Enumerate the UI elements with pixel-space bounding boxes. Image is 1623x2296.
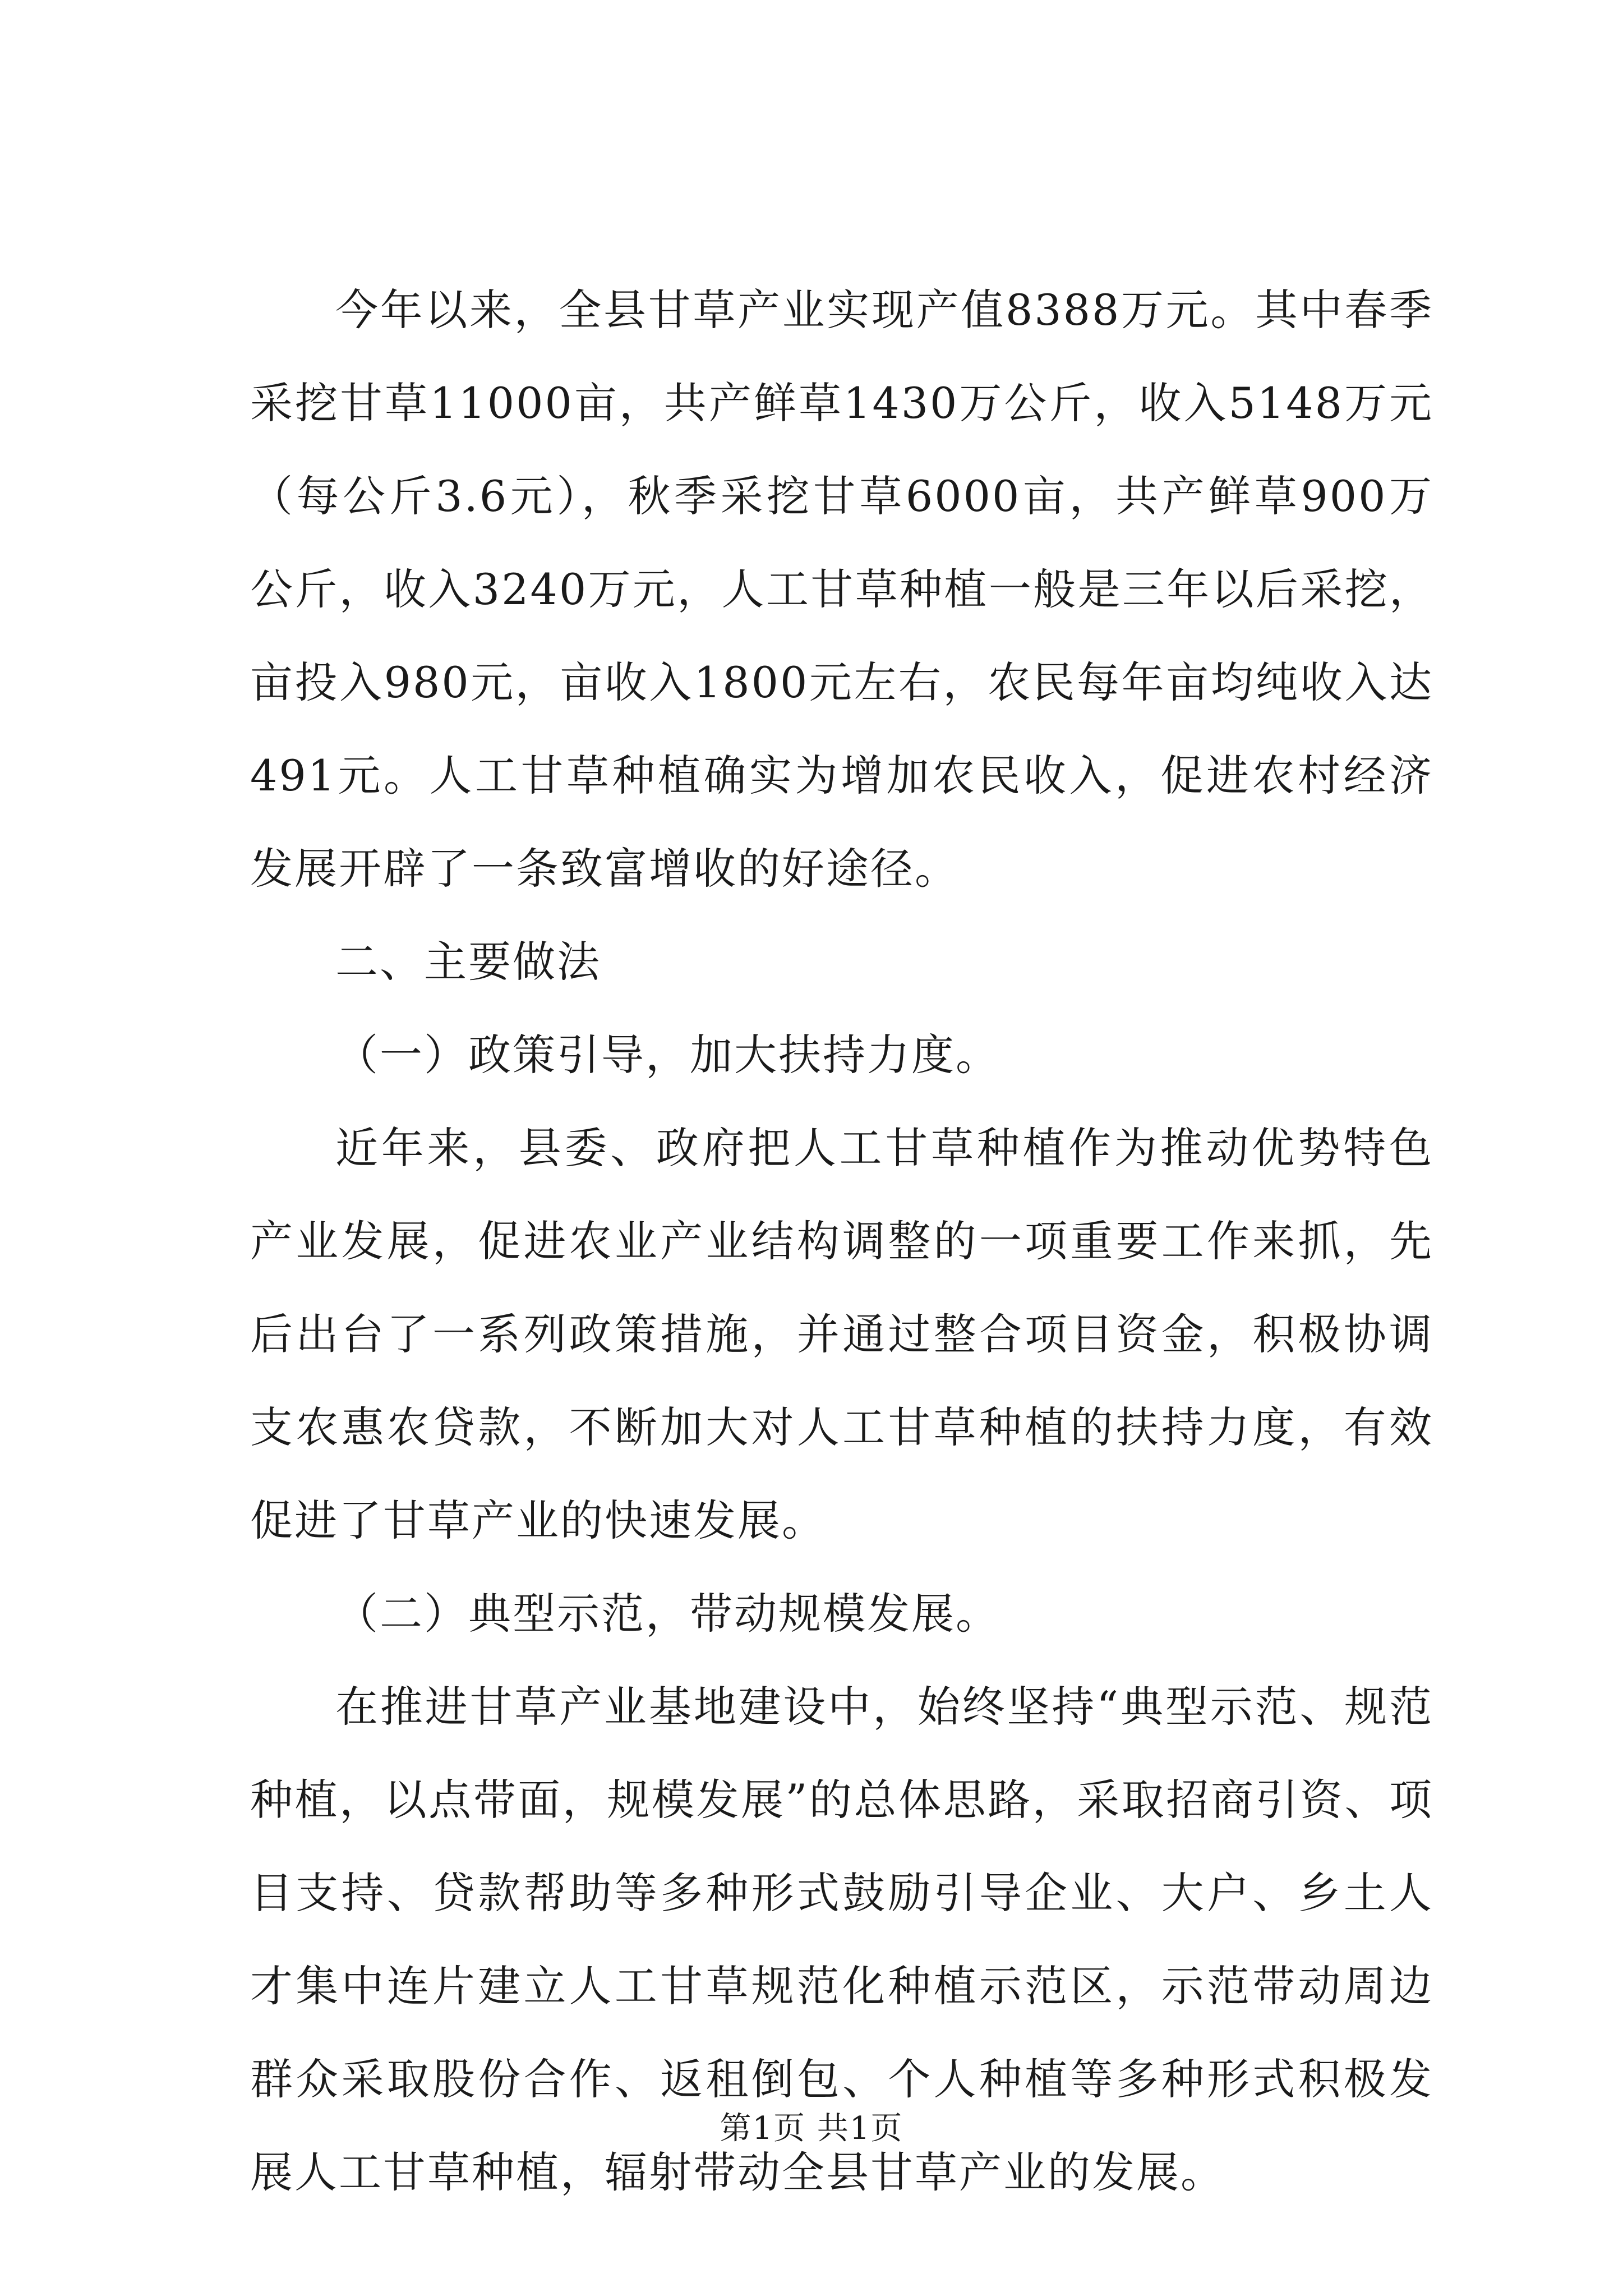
subheading-demonstration: （二）典型示范，带动规模发展。 — [335, 1589, 1000, 1639]
document-body — [250, 264, 1433, 2219]
paragraph-output-value: 今年以来，全县甘草产业实现产值8388万元。其中春季采挖甘草11000亩，共产鲜草1430万公斤，收入5148万元（每公斤3.6元），秋季采挖甘草6000亩，共产鲜草900万公斤，收入3240万元，人工甘草种植一般是三年以后采挖，亩投入980元，亩收入1800元左右，农民每年亩均纯收入达491元。人工甘草种植确实为增加农民收入，促进农村经济发展开辟了一条致富增收的好途径。 — [250, 285, 1433, 894]
paragraph-demonstration: 在推进甘草产业基地建设中，始终坚持“典型示范、规范种植，以点带面，规模发展”的总体思路，采取招商引资、项目支持、贷款帮助等多种形式鼓励引导企业、大户、乡土人才集中连片建立人工甘草规范化种植示范区，示范带动周边群众采取股份合作、返租倒包、个人种植等多种形式积极发展人工甘草种植，辐射带动全县甘草产业的发展。 — [250, 1682, 1433, 2197]
paragraph-policy-support: 近年来，县委、政府把人工甘草种植作为推动优势特色产业发展，促进农业产业结构调整的一项重要工作来抓，先后出台了一系列政策措施，并通过整合项目资金，积极协调支农惠农贷款，不断加大对人工甘草种植的扶持力度，有效促进了甘草产业的快速发展。 — [250, 1123, 1433, 1545]
subheading-policy-guidance: （一）政策引导，加大扶持力度。 — [335, 1030, 1000, 1080]
section-heading-main-practices: 二、主要做法 — [335, 937, 601, 987]
page-footer: 第1页 共1页 — [720, 2110, 903, 2147]
